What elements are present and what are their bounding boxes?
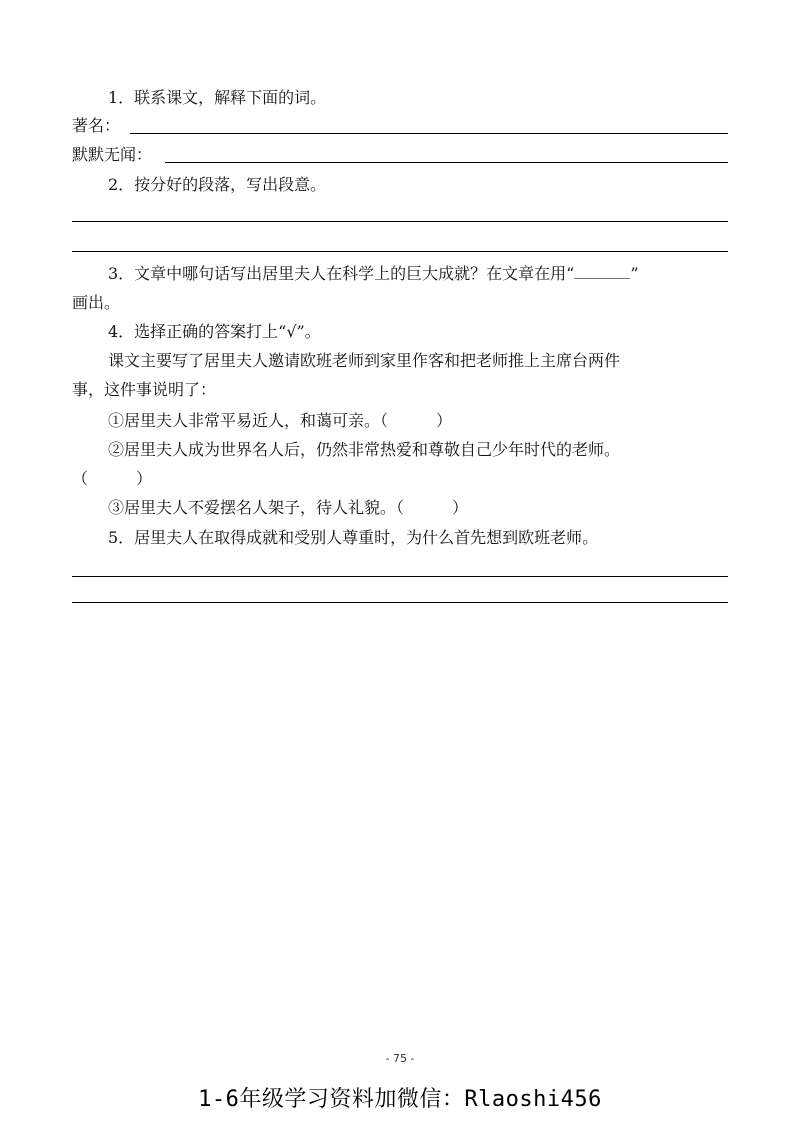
answer-line-q2-2[interactable] [72, 251, 728, 252]
term-obscure-label: 默默无闻： [72, 145, 153, 164]
close-quote: ” [630, 264, 639, 283]
option-3[interactable]: ③居里夫人不爱摆名人架子，待人礼貌。（ ） [108, 498, 469, 517]
option-2-answer-paren[interactable]: （ ） [72, 469, 153, 488]
answer-line-obscure[interactable] [165, 162, 728, 163]
answer-line-q2-1[interactable] [72, 221, 728, 222]
option-1[interactable]: ①居里夫人非常平易近人，和蔼可亲。（ ） [108, 411, 453, 430]
question-3-line-2: 画出。 [72, 293, 121, 312]
footer-contact: 1-6年级学习资料加微信：Rlaoshi456 [198, 1087, 602, 1112]
question-4-stem-line-1: 课文主要写了居里夫人邀请欧班老师到家里作客和把老师推上主席台两件 [108, 351, 621, 370]
page-number: - 75 - [385, 1052, 415, 1065]
question-1-prompt: 1．联系课文，解释下面的词。 [108, 88, 327, 107]
question-2-prompt: 2．按分好的段落，写出段意。 [108, 175, 327, 194]
question-5-prompt: 5．居里夫人在取得成就和受别人尊重时，为什么首先想到欧班老师。 [108, 528, 599, 547]
answer-line-q5-1[interactable] [72, 576, 728, 577]
answer-line-famous[interactable] [130, 133, 728, 134]
question-3-line-1 [108, 264, 639, 284]
quote-blank [574, 264, 630, 279]
option-2[interactable]: ②居里夫人成为世界名人后，仍然非常热爱和尊敬自己少年时代的老师。 [108, 440, 621, 459]
question-4-stem-line-2: 事，这件事说明了： [72, 380, 217, 399]
answer-line-q5-2[interactable] [72, 602, 728, 603]
term-famous-label: 著名： [72, 116, 121, 135]
question-3-text: 3．文章中哪句话写出居里夫人在科学上的巨大成就？在文章在用“ [108, 264, 575, 283]
question-4-prompt: 4．选择正确的答案打上“√”。 [108, 322, 321, 341]
